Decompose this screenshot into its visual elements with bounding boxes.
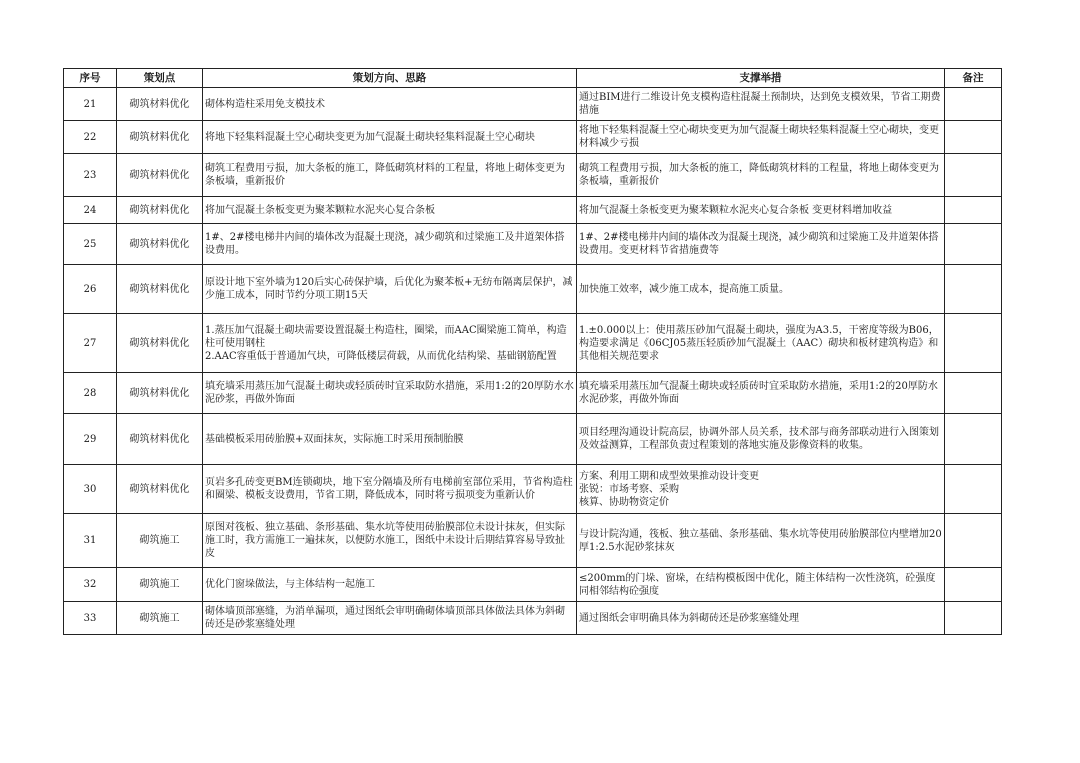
- cell-remark: [945, 154, 1002, 197]
- cell-direction: 砌筑工程费用亏损，加大条板的施工，降低砌筑材料的工程量，将地上砌体变更为条板墙，重新报价: [203, 154, 577, 197]
- cell-direction: 原图对筏板、独立基础、条形基础、集水坑等使用砖胎膜部位未设计抹灰，但实际施工时，我方需施工一遍抹灰，以便防水施工，图纸中未设计后期结算容易导致扯皮: [203, 514, 577, 568]
- cell-no: 27: [64, 314, 117, 373]
- cell-measure: 通过图纸会审明确具体为斜砌砖还是砂浆塞缝处理: [577, 602, 945, 635]
- cell-point: 砌筑施工: [117, 602, 203, 635]
- cell-remark: [945, 265, 1002, 314]
- cell-no: 32: [64, 568, 117, 602]
- table-row: [64, 121, 1002, 154]
- table-row: [64, 373, 1002, 414]
- cell-no: 25: [64, 224, 117, 265]
- cell-measure: 1.±0.000以上：使用蒸压砂加气混凝土砌块，强度为A3.5，干密度等级为B06，构造要求满足《06CJ05蒸压轻质砂加气混凝土（AAC）砌块和板材建筑构造》和其他相关规范要求: [577, 314, 945, 373]
- cell-no: 22: [64, 121, 117, 154]
- planning-table: [63, 68, 1002, 635]
- table-body: [64, 88, 1002, 635]
- cell-measure: 方案、利用工期和成型效果推动设计变更 张锐：市场考察、采购 核算、协助物资定价: [577, 465, 945, 514]
- cell-direction: 砌体墙顶部塞缝，为消单漏项，通过图纸会审明确砌体墙顶部具体做法具体为斜砌砖还是砂浆塞缝处理: [203, 602, 577, 635]
- cell-point: 砌筑材料优化: [117, 224, 203, 265]
- cell-point: 砌筑施工: [117, 568, 203, 602]
- cell-remark: [945, 568, 1002, 602]
- cell-point: 砌筑材料优化: [117, 414, 203, 465]
- cell-measure: 填充墙采用蒸压加气混凝土砌块或轻质砖时宜采取防水措施，采用1:2的20厚防水水泥砂浆，再做外饰面: [577, 373, 945, 414]
- header-measure: 支撑举措: [577, 69, 945, 88]
- header-direction: 策划方向、思路: [203, 69, 577, 88]
- cell-no: 23: [64, 154, 117, 197]
- cell-no: 24: [64, 197, 117, 224]
- cell-point: 砌筑材料优化: [117, 197, 203, 224]
- header-no: 序号: [64, 69, 117, 88]
- cell-point: 砌筑材料优化: [117, 265, 203, 314]
- header-remark: 备注: [945, 69, 1002, 88]
- table-row: [64, 568, 1002, 602]
- cell-direction: 填充墙采用蒸压加气混凝土砌块或轻质砖时宜采取防水措施，采用1:2的20厚防水水泥砂浆，再做外饰面: [203, 373, 577, 414]
- cell-measure: 将地下轻集料混凝土空心砌块变更为加气混凝土砌块轻集料混凝土空心砌块，变更材料减少亏损: [577, 121, 945, 154]
- table-row: [64, 514, 1002, 568]
- cell-point: 砌筑材料优化: [117, 373, 203, 414]
- cell-direction: 将地下轻集料混凝土空心砌块变更为加气混凝土砌块轻集料混凝土空心砌块: [203, 121, 577, 154]
- cell-direction: 1.蒸压加气混凝土砌块需要设置混凝土构造柱，圈梁，而AAC圈梁施工简单，构造柱可使用钢柱 2.AAC容重低于普通加气块，可降低楼层荷载，从而优化结构梁、基础钢筋配置: [203, 314, 577, 373]
- cell-point: 砌筑施工: [117, 514, 203, 568]
- cell-remark: [945, 465, 1002, 514]
- cell-remark: [945, 121, 1002, 154]
- cell-measure: 1#、2#楼电梯井内间的墙体改为混凝土现浇，减少砌筑和过梁施工及井道架体搭设费用。变更材料节省措施费等: [577, 224, 945, 265]
- cell-measure: 加快施工效率，减少施工成本，提高施工质量。: [577, 265, 945, 314]
- table-row: [64, 414, 1002, 465]
- cell-no: 33: [64, 602, 117, 635]
- cell-direction: 将加气混凝土条板变更为聚苯颗粒水泥夹心复合条板: [203, 197, 577, 224]
- cell-direction: 页岩多孔砖变更BM连锁砌块，地下室分隔墙及所有电梯前室部位采用，节省构造柱和圈梁、模板支设费用，节省工期，降低成本，同时将亏损项变为重新认价: [203, 465, 577, 514]
- cell-no: 21: [64, 88, 117, 121]
- cell-no: 30: [64, 465, 117, 514]
- table-row: [64, 265, 1002, 314]
- cell-direction: 优化门窗垛做法，与主体结构一起施工: [203, 568, 577, 602]
- cell-no: 29: [64, 414, 117, 465]
- cell-direction: 基础模板采用砖胎膜+双面抹灰，实际施工时采用预制胎膜: [203, 414, 577, 465]
- cell-remark: [945, 602, 1002, 635]
- cell-remark: [945, 197, 1002, 224]
- cell-measure: 与设计院沟通，筏板、独立基础、条形基础、集水坑等使用砖胎膜部位内壁增加20厚1:2.5水泥砂浆抹灰: [577, 514, 945, 568]
- cell-point: 砌筑材料优化: [117, 121, 203, 154]
- cell-remark: [945, 224, 1002, 265]
- cell-no: 31: [64, 514, 117, 568]
- cell-remark: [945, 314, 1002, 373]
- cell-remark: [945, 514, 1002, 568]
- cell-point: 砌筑材料优化: [117, 154, 203, 197]
- table-row: [64, 602, 1002, 635]
- cell-direction: 砌体构造柱采用免支模技术: [203, 88, 577, 121]
- cell-direction: 原设计地下室外墙为120后实心砖保护墙，后优化为聚苯板+无纺布隔离层保护，减少施工成本，同时节约分项工期15天: [203, 265, 577, 314]
- cell-remark: [945, 414, 1002, 465]
- cell-measure: ≤200mm的门垛、窗垛，在结构模板图中优化，随主体结构一次性浇筑，砼强度同相邻结构砼强度: [577, 568, 945, 602]
- cell-no: 26: [64, 265, 117, 314]
- header-row: [64, 69, 1002, 88]
- cell-point: 砌筑材料优化: [117, 314, 203, 373]
- cell-measure: 项目经理沟通设计院高层，协调外部人员关系，技术部与商务部联动进行入图策划及效益测算，工程部负责过程策划的落地实施及影像资料的收集。: [577, 414, 945, 465]
- cell-measure: 砌筑工程费用亏损，加大条板的施工，降低砌筑材料的工程量，将地上砌体变更为条板墙，重新报价: [577, 154, 945, 197]
- table-row: [64, 197, 1002, 224]
- table-row: [64, 314, 1002, 373]
- cell-point: 砌筑材料优化: [117, 88, 203, 121]
- table-row: [64, 224, 1002, 265]
- table-row: [64, 154, 1002, 197]
- cell-measure: 将加气混凝土条板变更为聚苯颗粒水泥夹心复合条板 变更材料增加收益: [577, 197, 945, 224]
- table-row: [64, 465, 1002, 514]
- header-point: 策划点: [117, 69, 203, 88]
- cell-remark: [945, 373, 1002, 414]
- cell-direction: 1#、2#楼电梯井内间的墙体改为混凝土现浇，减少砌筑和过梁施工及井道架体搭设费用。: [203, 224, 577, 265]
- cell-no: 28: [64, 373, 117, 414]
- cell-measure: 通过BIM进行二维设计免支模构造柱混凝土预制块，达到免支模效果，节省工期费措施: [577, 88, 945, 121]
- table-row: [64, 88, 1002, 121]
- cell-point: 砌筑材料优化: [117, 465, 203, 514]
- cell-remark: [945, 88, 1002, 121]
